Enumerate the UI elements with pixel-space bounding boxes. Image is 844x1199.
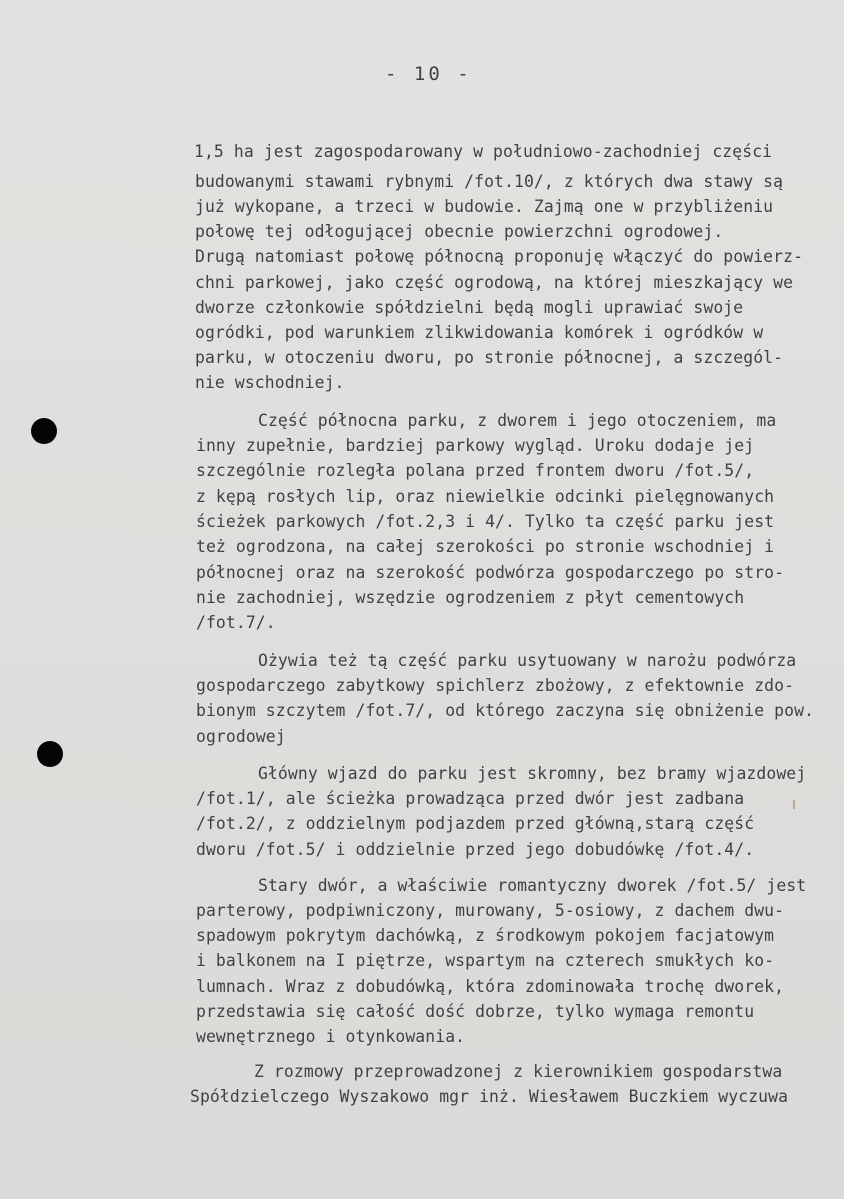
text-line: nie zachodniej, wszędzie ogrodzeniem z płyt cementowych <box>196 588 745 607</box>
text-line: bionym szczytem /fot.7/, od którego zaczyna się obniżenie pow. <box>196 701 815 720</box>
text-line: i balkonem na I piętrze, wspartym na czterech smukłych ko- <box>196 951 775 970</box>
text-line: z kępą rosłych lip, oraz niewielkie odcinki pielęgnowanych <box>196 487 775 506</box>
punch-hole <box>31 418 57 444</box>
text-line: gospodarczego zabytkowy spichlerz zbożowy, z efektownie zdo- <box>196 676 795 695</box>
text-line: północnej oraz na szerokość podwórza gospodarczego po stro- <box>196 563 785 582</box>
text-line: spadowym pokrytym dachówką, z środkowym pokojem facjatowym <box>196 926 775 945</box>
text-line: Drugą natomiast połowę północną proponuję włączyć do powierz- <box>195 247 804 266</box>
text-line: ścieżek parkowych /fot.2,3 i 4/. Tylko ta część parku jest <box>196 512 775 531</box>
text-line: inny zupełnie, bardziej parkowy wygląd. Uroku dodaje jej <box>196 436 755 455</box>
text-line: wewnętrznego i otynkowania. <box>196 1027 466 1046</box>
text-line: Stary dwór, a właściwie romantyczny dworek /fot.5/ jest <box>258 876 807 895</box>
text-line: już wykopane, a trzeci w budowie. Zajmą one w przybliżeniu <box>195 197 774 216</box>
punch-hole <box>37 741 63 767</box>
text-line: też ogrodzona, na całej szerokości po stronie wschodniej i <box>196 537 775 556</box>
text-line: przedstawia się całość dość dobrze, tylko wymaga remontu <box>196 1002 755 1021</box>
text-line: parterowy, podpiwniczony, murowany, 5-osiowy, z dachem dwu- <box>196 901 785 920</box>
text-line: Główny wjazd do parku jest skromny, bez bramy wjazdowej <box>258 764 807 783</box>
page-number: - 10 - <box>385 63 472 85</box>
text-line: szczególnie rozległa polana przed frontem dworu /fot.5/, <box>196 461 755 480</box>
text-line: parku, w otoczeniu dworu, po stronie północnej, a szczegól- <box>195 348 784 367</box>
text-line: 1,5 ha jest zagospodarowany w południowo-zachodniej części <box>194 142 773 161</box>
text-line: połowę tej odłogującej obecnie powierzchni ogrodowej. <box>195 222 724 241</box>
paper-mark <box>793 800 795 809</box>
text-line: ogrodowej <box>196 727 286 746</box>
text-line: nie wschodniej. <box>195 373 345 392</box>
text-line: dworze członkowie spółdzielni będą mogli uprawiać swoje <box>195 298 744 317</box>
text-line: Spółdzielczego Wyszakowo mgr inż. Wiesławem Buczkiem wyczuwa <box>190 1087 789 1106</box>
text-line: budowanymi stawami rybnymi /fot.10/, z których dwa stawy są <box>195 172 784 191</box>
text-line: /fot.2/, z oddzielnym podjazdem przed główną,starą część <box>196 814 755 833</box>
text-line: /fot.1/, ale ścieżka prowadząca przed dwór jest zadbana <box>196 789 745 808</box>
text-line: Z rozmowy przeprowadzonej z kierownikiem gospodarstwa <box>254 1062 783 1081</box>
text-line: lumnach. Wraz z dobudówką, która zdominowała trochę dworek, <box>196 977 785 996</box>
text-line: ogródki, pod warunkiem zlikwidowania komórek i ogródków w <box>195 323 764 342</box>
text-line: Część północna parku, z dworem i jego otoczeniem, ma <box>258 411 777 430</box>
text-line: /fot.7/. <box>196 613 276 632</box>
text-line: Ożywia też tą część parku usytuowany w narożu podwórza <box>258 651 797 670</box>
text-line: dworu /fot.5/ i oddzielnie przed jego dobudówkę /fot.4/. <box>196 840 755 859</box>
text-line: chni parkowej, jako część ogrodową, na której mieszkający we <box>195 273 794 292</box>
